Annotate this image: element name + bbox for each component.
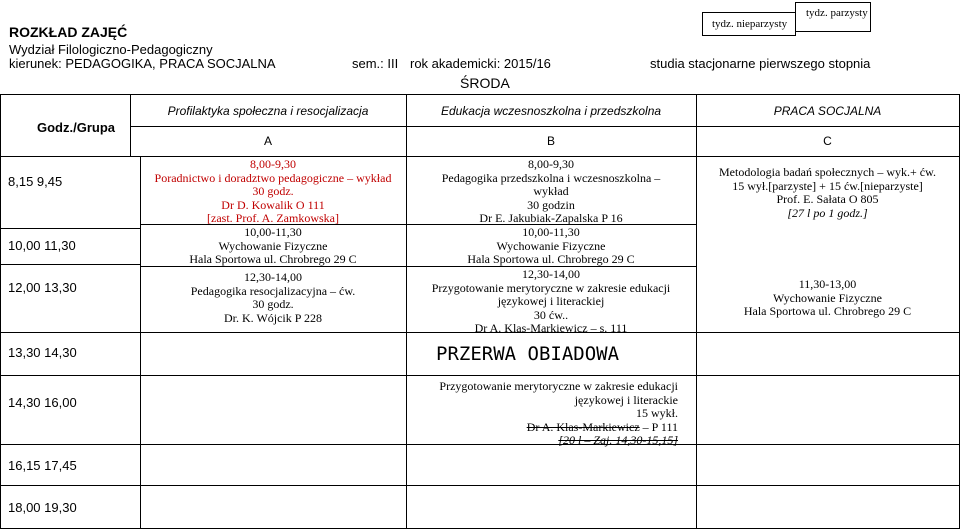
class-room: P 111 [651, 419, 678, 434]
class-subject: Przygotowanie merytoryczne w zakresie edukacji [439, 379, 678, 393]
class-title: Pedagogika resocjalizacyjna – ćw. [190, 283, 356, 298]
class-cell-a2 [140, 226, 406, 267]
year-label: rok akademicki: 2015/16 [410, 56, 551, 71]
time-slot-4: 13,30 14,30 [8, 345, 77, 360]
group-a-name: Profilaktyka społeczna i resocjalizacja [167, 104, 369, 118]
class-time: 8,00-9,30 [528, 157, 574, 171]
class-hours: 30 godz. [252, 184, 294, 198]
class-location: Hala Sportowa ul. Chrobrego 29 C [743, 304, 912, 318]
class-cell-a1 [140, 158, 406, 226]
class-time: 10,00-11,30 [522, 225, 580, 239]
class-cell-b5 [406, 380, 696, 448]
class-type: wykład [356, 170, 392, 185]
time-slot-3: 12,00 13,30 [8, 280, 77, 295]
semester-label: sem.: III [352, 56, 399, 71]
class-type: wyk.+ ćw. [886, 165, 936, 179]
group-b-name: Edukacja wczesnoszkolna i przedszkolna [440, 104, 662, 118]
class-title: Pedagogika przedszkolna i wczesnoszkolna – [441, 170, 661, 185]
class-subject: Poradnictwo i doradztwo pedagogiczne [154, 170, 345, 185]
class-hours: 30 godz. [252, 297, 294, 311]
time-slot-2: 10,00 11,30 [8, 238, 76, 253]
class-subject: Metodologia badań społecznych [719, 165, 875, 179]
class-type: ćw. [339, 283, 356, 298]
legend-even-label: tydz. parzysty [806, 7, 868, 19]
studies-label: studia stacjonarne pierwszego stopnia [650, 56, 871, 71]
legend-even-box [795, 2, 871, 32]
class-title: Metodologia badań społecznych – wyk.+ ćw. [719, 165, 936, 179]
class-note: [zast. Prof. A. Zamkowska] [207, 211, 339, 225]
time-slot-1: 8,15 9,45 [8, 174, 63, 189]
class-teacher: Prof. E. Sałata O 805 [776, 192, 879, 206]
class-time: 8,00-9,30 [250, 157, 296, 171]
group-c-name: PRACA SOCJALNA [773, 104, 882, 118]
field-label: kierunek: PEDAGOGIKA, PRACA SOCJALNA [9, 56, 276, 71]
class-title: Poradnictwo i doradztwo pedagogiczne – wykład [154, 170, 392, 185]
class-time: 12,30-14,00 [244, 270, 302, 284]
class-cell-c1 [696, 166, 959, 220]
faculty-label: Wydział Filologiczno-Pedagogiczny [9, 42, 213, 57]
class-subject: Wychowanie Fizyczne [496, 238, 606, 253]
class-cell-b1 [406, 158, 696, 226]
class-subject: Pedagogika resocjalizacyjna [190, 283, 328, 298]
time-slot-7: 18,00 19,30 [8, 500, 77, 515]
class-teacher: Dr E. Jakubiak-Zapalska P 16 [479, 211, 623, 225]
legend-odd-label: tydz. nieparzysty [712, 18, 788, 30]
class-teacher: Dr A. Klas-Markiewicz [526, 419, 640, 434]
class-room: s. 111 [599, 321, 628, 335]
class-hours: 15 wył.[parzyste] + 15 ćw.[nieparzyste] [732, 178, 923, 193]
page-title: ROZKŁAD ZAJĘĆ [9, 24, 128, 40]
class-time: 11,30-13,00 [798, 277, 857, 291]
group-a-letter: A [263, 134, 272, 148]
class-hours: 30 godzin [527, 197, 575, 212]
lunch-break-label: PRZERWA OBIADOWA [436, 343, 620, 365]
class-subject-cont: językowej i literackie [574, 392, 678, 407]
class-location: Hala Sportowa ul. Chrobrego 29 C [467, 252, 635, 266]
class-teacher-line: Dr A. Klas-Markiewicz – P 111 [526, 419, 678, 434]
class-note: [27 l po 1 godz.] [787, 205, 868, 220]
time-column-header: Godz./Grupa [37, 120, 115, 135]
time-slot-6: 16,15 17,45 [8, 458, 77, 473]
legend-odd-box [702, 12, 796, 36]
class-note-line [406, 434, 696, 448]
class-cell-b2 [406, 226, 696, 267]
class-type: wykład [533, 184, 569, 198]
group-c-letter: C [823, 134, 832, 148]
class-location: Hala Sportowa ul. Chrobrego 29 C [189, 252, 357, 266]
class-subject: Przygotowanie merytoryczne w zakresie edukacji [431, 280, 671, 295]
class-subject: Pedagogika przedszkolna i wczesnoszkolna [441, 170, 652, 185]
class-note: [20 l – Zaj. 14,30-15,15] [558, 433, 678, 447]
class-subject-cont: językowej i literackiej [497, 294, 605, 308]
group-b-letter: B [546, 134, 555, 148]
class-cell-c3 [696, 278, 959, 319]
day-label: ŚRODA [460, 75, 510, 91]
class-hours: 30 ćw.. [533, 307, 569, 322]
class-subject: Wychowanie Fizyczne [773, 290, 882, 305]
class-time: 10,00-11,30 [244, 225, 302, 239]
class-teacher: Dr A. Klas-Markiewicz [474, 321, 588, 335]
class-teacher: Dr D. Kowalik O 111 [221, 197, 325, 212]
class-cell-a3 [140, 271, 406, 325]
class-teacher-line: Dr A. Klas-Markiewicz – s. 111 [474, 321, 628, 335]
class-subject: Wychowanie Fizyczne [218, 238, 328, 253]
class-hours: 15 wykł. [636, 406, 678, 420]
class-teacher: Dr. K. Wójcik P 228 [224, 310, 322, 325]
class-cell-b3 [406, 268, 696, 336]
class-time: 12,30-14,00 [522, 267, 580, 281]
time-slot-5: 14,30 16,00 [8, 395, 77, 410]
